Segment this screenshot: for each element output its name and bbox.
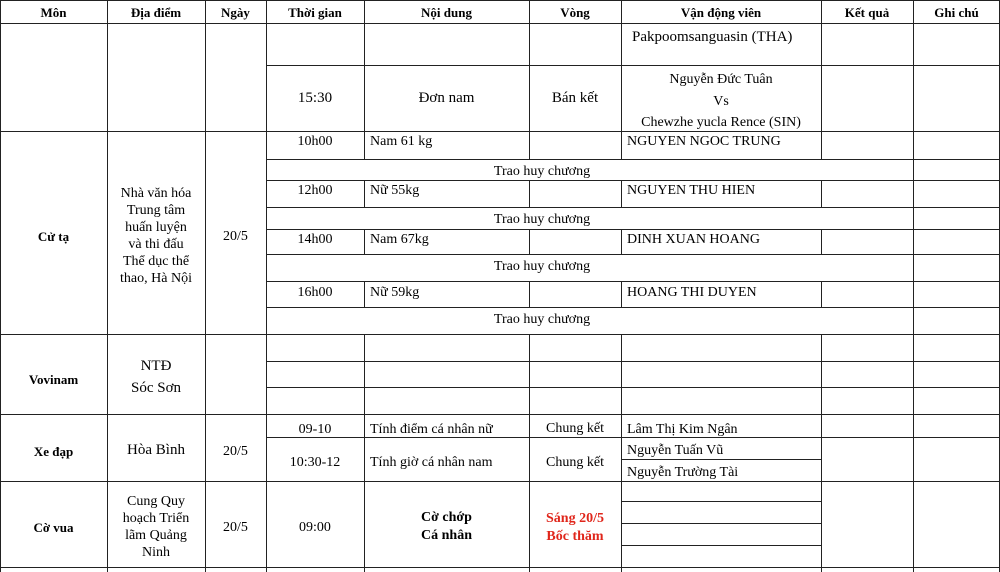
wl-time-3: 14h00 [297,232,333,247]
wl-athlete-3: DINH XUAN HOANG [627,232,760,247]
top-athlete-line: Pakpoomsanguasin (THA) [632,29,793,45]
wl-time-2: 12h00 [297,183,333,198]
wl-athlete-2: NGUYEN THU HIEN [627,183,756,198]
header-round: Vòng [560,5,590,20]
row-border-wl-7 [266,307,1000,308]
cy-athlete-2b: Nguyễn Trường Tài [627,465,739,480]
row-border-wl-2 [266,180,1000,181]
row-border-wl-end [0,334,1000,335]
top-time: 15:30 [297,90,333,106]
chess-date: 20/5 [223,520,248,535]
cycling-date: 20/5 [223,444,248,459]
col-border-2 [205,0,206,572]
row-border-ch-3 [621,545,821,546]
chess-round-line: Sáng 20/5 [546,511,604,526]
wl-medal-3: Trao huy chương [493,259,591,274]
wl-medal-4: Trao huy chương [493,312,591,327]
row-border-vv-1 [266,361,1000,362]
row-border-cy-end [0,481,1000,482]
col-border-5d [529,281,530,307]
row-border-wl-5 [266,254,1000,255]
header-date: Ngày [221,5,250,20]
wl-medal-1: Trao huy chương [493,164,591,179]
chess-venue-line: Ninh [142,545,170,560]
header-content: Nội dung [421,5,472,20]
col-border-6c [621,229,622,254]
header-sport: Môn [40,5,67,20]
row-border-header [0,23,1000,24]
wl-athlete-1: NGUYEN NGOC TRUNG [627,134,781,149]
chess-sport: Cờ vua [33,520,74,535]
col-border-7e [821,334,822,572]
weightlifting-venue-line: thao, Hà Nội [120,271,192,286]
cy-athlete-2a: Nguyễn Tuấn Vũ [627,443,724,458]
row-border-top-end [0,131,1000,132]
weightlifting-venue-line: và thi đấu [128,237,184,252]
col-border-6b [621,180,622,207]
col-border-7b [821,180,822,207]
cycling-sport: Xe đạp [33,444,74,459]
cy-round-2: Chung kết [546,455,604,470]
row-border-wl-1 [266,159,1000,160]
top-round: Bán kết [551,90,599,106]
chess-round-line: Bốc thăm [546,529,604,544]
top-event: Đơn nam [418,90,475,106]
header-time: Thời gian [288,5,342,20]
chess-venue-line: lãm Quảng [125,528,187,543]
chess-event-line: Cá nhân [421,528,472,543]
weightlifting-venue-line: huấn luyện [125,220,187,235]
row-border-vv-2 [266,387,1000,388]
row-border-ch-2 [621,523,821,524]
col-border-0 [0,0,1,572]
col-border-6e [621,334,622,572]
row-border-top [0,0,1000,1]
cy-event-1: Tính điểm cá nhân nữ [370,422,493,437]
col-border-5c [529,229,530,254]
cy-event-2: Tính giờ cá nhân nam [370,455,493,470]
weightlifting-venue-line: Trung tâm [126,203,186,218]
header-note: Ghi chú [934,5,979,20]
row-border-vv-end [0,414,1000,415]
vovinam-venue-line: NTĐ [140,358,172,374]
row-border-wl-3 [266,207,1000,208]
row-border-bottom [0,567,1000,568]
top-athlete-a: Nguyễn Đức Tuân [669,72,773,87]
vovinam-venue-line: Sóc Sơn [130,380,182,396]
col-border-5b [529,180,530,207]
header-athletes: Vận động viên [680,5,762,20]
cy-round-1: Chung kết [546,421,604,436]
col-border-6d [621,281,622,307]
col-border-8 [913,0,914,572]
col-border-4d [364,281,365,307]
row-border-top-split [266,65,1000,66]
top-athlete-b: Chewzhe yucla Rence (SIN) [641,115,801,130]
cycling-venue: Hòa Bình [127,442,185,458]
col-border-4c [364,229,365,254]
row-border-wl-6 [266,281,1000,282]
weightlifting-venue-line: Nhà văn hóa [120,186,192,201]
weightlifting-sport: Cử tạ [37,229,70,244]
wl-time-4: 16h00 [297,285,333,300]
chess-venue-line: Cung Quy [127,494,185,509]
row-border-cy-ath [621,459,821,460]
chess-time: 09:00 [299,520,331,535]
cy-time-1: 09-10 [298,422,332,437]
col-border-7c [821,229,822,254]
col-border-7d [821,281,822,307]
chess-venue-line: hoạch Triển [122,511,190,526]
row-border-ch-1 [621,501,821,502]
wl-time-1: 10h00 [297,134,333,149]
col-border-4b [364,180,365,207]
weightlifting-venue-line: Thể dục thể [122,254,190,269]
header-venue: Địa điểm [130,5,182,20]
vovinam-sport: Vovinam [28,372,79,387]
weightlifting-date: 20/5 [223,229,248,244]
wl-event-3: Nam 67kg [370,232,429,247]
row-border-wl-4 [266,229,1000,230]
header-result: Kết quả [844,5,890,20]
wl-event-1: Nam 61 kg [370,134,433,149]
cy-time-2: 10:30-12 [289,455,341,470]
chess-event-line: Cờ chớp [421,510,472,525]
wl-medal-2: Trao huy chương [493,212,591,227]
wl-athlete-4: HOANG THI DUYEN [627,285,757,300]
top-vs: Vs [713,94,729,109]
cy-athlete-1: Lâm Thị Kim Ngân [627,422,738,437]
wl-event-2: Nữ 55kg [370,183,420,198]
wl-event-4: Nữ 59kg [370,285,420,300]
